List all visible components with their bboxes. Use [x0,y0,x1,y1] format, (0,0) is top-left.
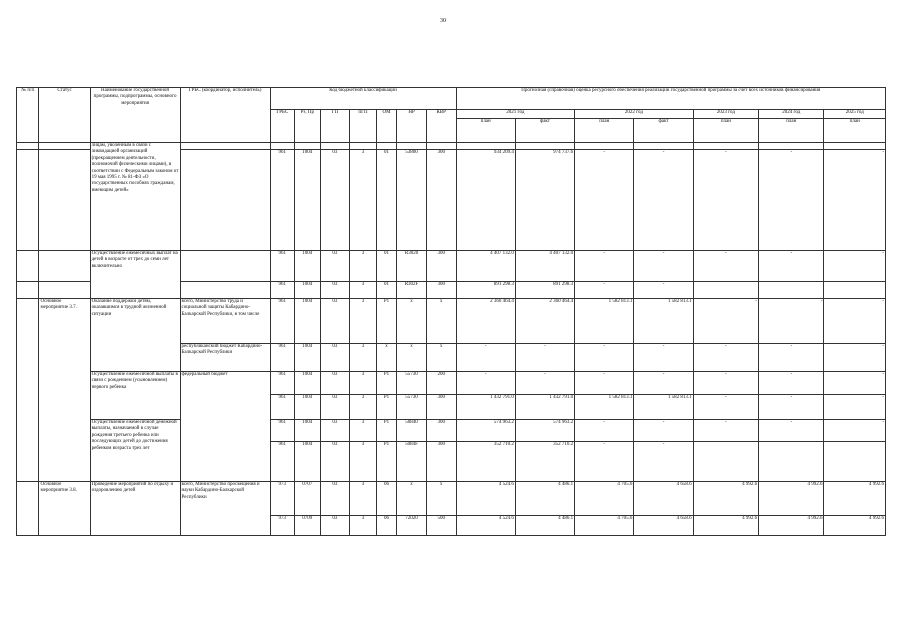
row-name: Оказание поддержки детям, оказавшимся в трудной жизненной ситуации [90,299,180,372]
cell-plan-2023: - [693,395,758,420]
cell-om: x [376,344,396,372]
row-grbs-coordinator: всего, Министерство труда и социальной защиты Кабардино-Балкарской Республики, в том числе [180,299,270,344]
cell-nr: 55730 [397,372,427,395]
cell-fact-2021: 2 360 464.4 [515,299,574,344]
cell-om: P1 [376,372,396,395]
cell-plan-2023: - [693,420,758,442]
cell-fact-2022: 4 658.6 [634,482,693,516]
cell-gp: 03 [320,442,350,482]
cell-fact-2022: - [634,282,693,299]
table-row [17,420,886,442]
table-row [17,372,886,395]
cell-pgp: 3 [350,344,377,372]
cell-plan-2022: - [575,442,634,482]
row-name: Проведение мероприятий по отдыху и оздоровлению детей [90,482,180,536]
cell-plan-2023: - [693,344,758,372]
cell-plan-2023: - [693,150,758,251]
cell-plan-2021: 4 407 132.0 [456,251,515,282]
cell-om: P1 [376,442,396,482]
cell-pgp: 3 [350,516,377,536]
cell-rzpr: 1004 [295,420,321,442]
row-status: Основное мероприятие 3.8. [39,482,90,536]
cell-pgp: 3 [350,442,377,482]
row-name: Осуществление ежемесячной денежной выплаты, назначаемой в случае рождения третьего ребенка или последующих детей до достижения ребенком возраста трех лет [90,420,180,482]
header-name: Наименование государственной программы, подпрограммы, основного мероприятия [90,88,180,143]
cell-grbs: 961 [270,420,295,442]
cell-plan-2024: 4 992.6 [759,516,824,536]
cell-gp: 03 [320,344,350,372]
cell-plan-2025: - [824,395,886,420]
cell-fact-2022: - [634,150,693,251]
cell-rzpr: 0707 [295,482,321,516]
cell-plan-2022: - [575,150,634,251]
cell-rzpr: 1004 [295,282,321,299]
cell-rzpr: 1004 [295,372,321,395]
cell-plan-2023 [693,282,758,299]
cell-plan-2023: - [693,299,758,344]
cell-kvr: x [426,344,456,372]
cell-gp: 03 [320,482,350,516]
cell-rzpr: 1004 [295,251,321,282]
cell-gp: 03 [320,299,350,344]
cell-kvr: 300 [426,395,456,420]
cell-plan-2021: - [456,372,515,395]
cell-fact-2021: 974 737.6 [515,150,574,251]
cell-kvr: 300 [426,150,456,251]
cell-plan-2022: 1 582 813.1 [575,299,634,344]
cell-om: P1 [376,395,396,420]
cell-plan-2024 [759,442,824,482]
cell-plan-2025: - [824,420,886,442]
cell-kvr: 300 [426,442,456,482]
cell-plan-2025: - [824,299,886,344]
cell-kvr: 300 [426,282,456,299]
cell-plan-2023: - [693,372,758,395]
cell-grbs: 961 [270,395,295,420]
cell-kvr: 500 [426,516,456,536]
cell-plan-2025 [824,282,886,299]
header-plan-2024: план [759,119,824,143]
cell-plan-2024: - [759,251,824,282]
header-num: № п/п [17,88,39,143]
header-fact-2021: факт [515,119,574,143]
header-grbs-coordinator: ГРБС (координатор, исполнитель) [180,88,270,143]
row-name: лицам, уволенным в связи с ликвидацией организаций (прекращением деятельности, полномочий физическими лицами), в соответствии с Федеральным законом от 19 мая 1995 г. № 81-ФЗ «О государственных пособиях гражданам, имеющим детей» [90,143,180,251]
header-status: Статус [39,88,90,143]
cell-fact-2022: - [634,344,693,372]
row-grbs-coordinator: республиканский бюджет Кабардино-Балкарской Республики [180,344,270,372]
cell-plan-2024: - [759,344,824,372]
cell-plan-2023: 4 992.6 [693,516,758,536]
row-grbs-coordinator: федеральный бюджет [180,372,270,482]
cell-kvr: 300 [426,251,456,282]
cell-rzpr: 1004 [295,150,321,251]
cell-pgp: 3 [350,150,377,251]
cell-rzpr: 0709 [295,516,321,536]
cell-plan-2022: 4 705.6 [575,516,634,536]
cell-fact-2022: 1 582 813.1 [634,299,693,344]
cell-plan-2025: - [824,150,886,251]
header-pgp: пГП [350,110,377,143]
cell-pgp: 3 [350,299,377,344]
cell-fact-2022: - [634,251,693,282]
header-year-2023: 2023 год [693,110,758,119]
cell-pgp: 3 [350,282,377,299]
cell-nr: x [397,482,427,516]
cell-grbs: 961 [270,282,295,299]
cell-fact-2022: - [634,372,693,395]
row-status: Основное мероприятие 3.7. [39,299,90,482]
cell-plan-2023: - [693,251,758,282]
cell-om: 06 [376,482,396,516]
cell-pgp: 3 [350,251,377,282]
cell-rzpr: 1004 [295,442,321,482]
cell-plan-2021: 4 524.6 [456,482,515,516]
cell-kvr: x [426,482,456,516]
table-row [17,299,886,344]
cell-nr: 53800 [397,150,427,251]
cell-plan-2025: 4 992.6 [824,482,886,516]
cell-nr: R302F [397,282,427,299]
header-plan-2025: план [824,119,886,143]
cell-kvr: x [426,299,456,344]
cell-fact-2021: - [515,344,574,372]
cell-plan-2025: - [824,251,886,282]
header-year-2022: 2022 год [575,110,694,119]
header-gp: ГП [320,110,350,143]
cell-grbs: 961 [270,150,295,251]
cell-gp: 03 [320,372,350,395]
cell-nr: 50840 [397,420,427,442]
cell-fact-2021: 4 486.1 [515,516,574,536]
header-plan-2021: план [456,119,515,143]
cell-plan-2022: - [575,344,634,372]
cell-nr: x [397,299,427,344]
cell-plan-2022: - [575,372,634,395]
cell-plan-2021: 934 209.4 [456,150,515,251]
header-year-2024: 2024 год [759,110,824,119]
header-year-2025: 2025 год [824,110,886,119]
cell-fact-2021: 574 963.2 [515,420,574,442]
header-kvr: КВР [426,110,456,143]
header-plan-2022: план [575,119,634,143]
header-fact-2022: факт [634,119,693,143]
cell-nr: x [397,344,427,372]
cell-plan-2023: 4 992.6 [693,482,758,516]
cell-grbs: 961 [270,372,295,395]
cell-grbs: 961 [270,251,295,282]
cell-om: 01 [376,282,396,299]
page-number: 30 [440,18,446,24]
cell-pgp: 3 [350,482,377,516]
cell-plan-2022: 4 705.6 [575,482,634,516]
cell-pgp: 3 [350,395,377,420]
cell-rzpr: 1004 [295,299,321,344]
cell-gp: 03 [320,395,350,420]
cell-kvr: 300 [426,420,456,442]
header-om: ОМ [376,110,396,143]
header-budget-code: Код бюджетной классификации [270,88,456,110]
cell-plan-2021: 2 360 464.4 [456,299,515,344]
row-name: Осуществление ежемесячных выплат на детей в возрасте от трех до семи лет включительно [90,251,180,299]
resource-table [16,87,886,536]
cell-fact-2022: 4 658.6 [634,516,693,536]
cell-gp: 03 [320,150,350,251]
cell-om: 06 [376,516,396,536]
cell-plan-2021: 4 524.6 [456,516,515,536]
cell-plan-2024: - [759,150,824,251]
cell-gp: 03 [320,251,350,282]
cell-plan-2024: - [759,372,824,395]
cell-gp: 03 [320,282,350,299]
cell-plan-2021: 574 963.2 [456,420,515,442]
cell-plan-2024: - [759,299,824,344]
cell-kvr: 200 [426,372,456,395]
cell-plan-2024: - [759,395,824,420]
header-nr: НР [397,110,427,143]
cell-pgp: 3 [350,420,377,442]
cell-plan-2023 [693,442,758,482]
cell-plan-2024 [759,282,824,299]
cell-plan-2022: - [575,282,634,299]
cell-fact-2021: 4 407 132.0 [515,251,574,282]
row-grbs-coordinator: всего, Министерство просвещения и науки Кабардино-Балкарской Республики [180,482,270,536]
cell-plan-2025: - [824,372,886,395]
cell-plan-2022: 1 582 813.1 [575,395,634,420]
cell-om: P1 [376,299,396,344]
cell-om: 01 [376,150,396,251]
cell-plan-2025: - [824,344,886,372]
cell-grbs: 973 [270,516,295,536]
cell-fact-2021: 352 710.2 [515,442,574,482]
cell-plan-2022: - [575,251,634,282]
cell-plan-2021: - [456,344,515,372]
header-rzpr: Рз, Пр [295,110,321,143]
cell-plan-2025 [824,442,886,482]
cell-plan-2024: - [759,420,824,442]
cell-rzpr: 1004 [295,395,321,420]
header-year-2021: 2021 год [456,110,575,119]
cell-fact-2021: 4 486.1 [515,482,574,516]
cell-pgp: 3 [350,372,377,395]
cell-om: P1 [376,420,396,442]
cell-grbs: 973 [270,482,295,516]
table-row [17,251,886,282]
row-name: Осуществление ежемесячной выплаты в связи с рождением (усыновлением) первого ребенка [90,372,180,420]
cell-grbs: 961 [270,299,295,344]
cell-nr: 72020 [397,516,427,536]
cell-plan-2021: 891 298.3 [456,282,515,299]
cell-fact-2022: 1 582 813.1 [634,395,693,420]
header-forecast: Прогнозная (справочная) оценка ресурсного обеспечения реализации государственной программы за счет всех источников финансирования [456,88,885,110]
cell-plan-2022: - [575,420,634,442]
cell-om: 01 [376,251,396,282]
cell-plan-2025: 4 992.6 [824,516,886,536]
cell-fact-2021: - [515,372,574,395]
cell-gp: 03 [320,420,350,442]
cell-fact-2022: - [634,420,693,442]
cell-fact-2021: 1 432 791.0 [515,395,574,420]
cell-grbs: 961 [270,344,295,372]
cell-plan-2021: 352 710.2 [456,442,515,482]
table-row [17,482,886,516]
cell-grbs: 961 [270,442,295,482]
cell-plan-2024: 4 992.6 [759,482,824,516]
cell-plan-2021: 1 432 791.0 [456,395,515,420]
cell-nr: 55730 [397,395,427,420]
cell-fact-2022: - [634,442,693,482]
header-grbs: ГРБС [270,110,295,143]
cell-nr: 5084F [397,442,427,482]
cell-rzpr: 1004 [295,344,321,372]
cell-nr: R3020 [397,251,427,282]
cell-gp: 03 [320,516,350,536]
cell-fact-2021: 891 298.3 [515,282,574,299]
header-plan-2023: план [693,119,758,143]
